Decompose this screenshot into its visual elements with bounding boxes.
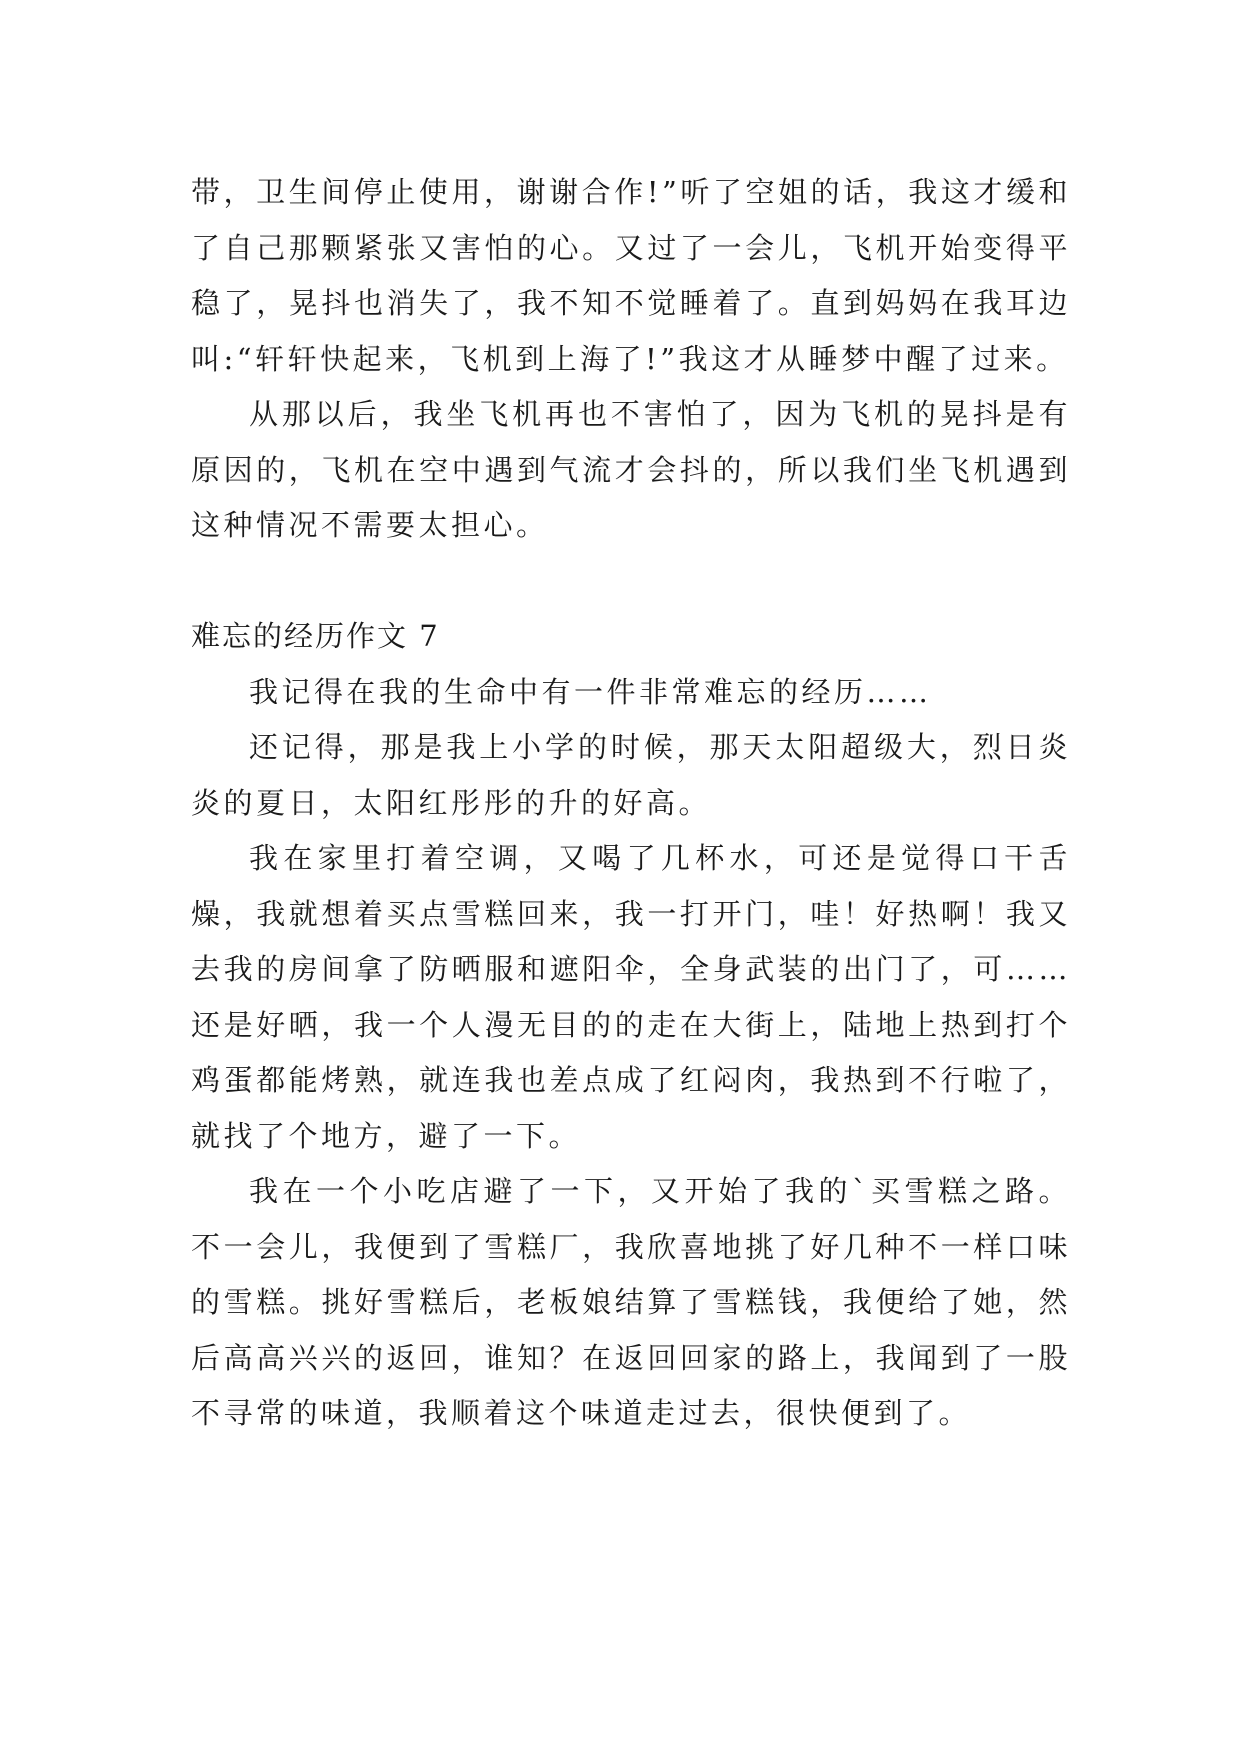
paragraph-buying-ice-cream: 我在一个小吃店避了一下，又开始了我的`买雪糕之路。不一会儿，我便到了雪糕厂，我欣喜地挑了好几种不一样口味的雪糕。挑好雪糕后，老板娘结算了雪糕钱，我便给了她，然后高高兴兴的返回，谁知？在返回回家的路上，我闻到了一股不寻常的味道，我顺着这个味道走过去，很快便到了。 [191,1174,1071,1430]
paragraph-flight-ending: 带，卫生间停止使用，谢谢合作!”听了空姐的话，我这才缓和了自己那颗紧张又害怕的心。又过了一会儿，飞机开始变得平稳了，晃抖也消失了，我不知不觉睡着了。直到妈妈在我耳边叫:“轩轩快起来，飞机到上海了!”我这才从睡梦中醒了过来。 [191,175,1071,376]
section-gap [191,554,1071,610]
paragraph-going-out: 我在家里打着空调，又喝了几杯水，可还是觉得口干舌燥，我就想着买点雪糕回来，我一打开门，哇！好热啊！我又去我的房间拿了防晒服和遮阳伞，全身武装的出门了，可……还是好晒，我一个人漫无目的的走在大街上，陆地上热到打个鸡蛋都能烤熟，就连我也差点成了红闷肉，我热到不行啦了，就找了个地方，避了一下。 [191,841,1071,1153]
document-body [191,165,1071,1442]
paragraph-no-longer-afraid: 从那以后，我坐飞机再也不害怕了，因为飞机的晃抖是有原因的，飞机在空中遇到气流才会抖的，所以我们坐飞机遇到这种情况不需要太担心。 [191,397,1071,542]
paragraph-hot-summer-day: 还记得，那是我上小学的时候，那天太阳超级大，烈日炎炎的夏日，太阳红彤彤的升的好高。 [191,730,1071,820]
section-heading: 难忘的经历作文 7 [191,619,440,653]
paragraph-memorable-experience: 我记得在我的生命中有一件非常难忘的经历…… [249,674,932,709]
